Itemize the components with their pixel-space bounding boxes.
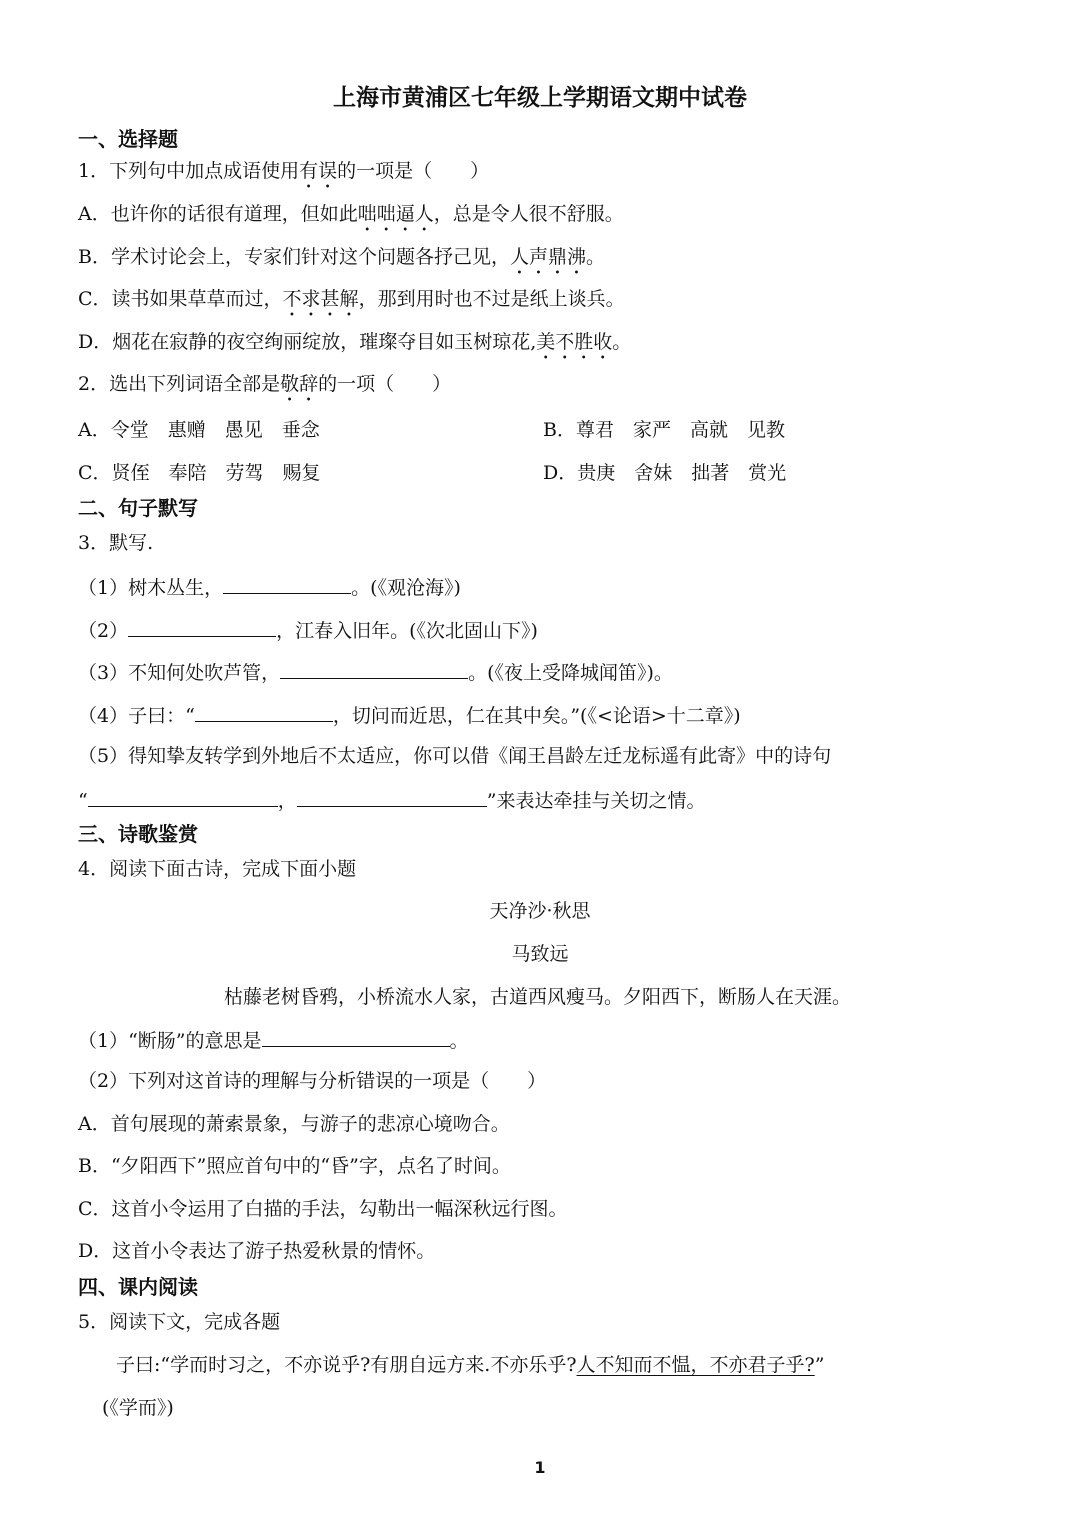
question-5-stem: 5．阅读下文，完成各题 <box>78 1311 281 1333</box>
q1-d-idiom: 美不胜收 <box>536 331 613 353</box>
q4-option-c: C．这首小令运用了白描的手法，勾勒出一幅深秋远行图。 <box>78 1198 568 1220</box>
page-number: 1 <box>534 1458 546 1477</box>
poem-body: 枯藤老树昏鸦，小桥流水人家，古道西风瘦马。夕阳西下，断肠人在天涯。 <box>224 986 852 1008</box>
q3-4-post: ，切问而近思，仁在其中矣。”(《<论语>十二章》) <box>332 705 741 727</box>
q2-option-b: B．尊君 家严 高就 见教 <box>543 419 785 441</box>
q1-stem-part-b: 的一项是（ ） <box>337 160 490 182</box>
question-2-stem <box>78 371 451 406</box>
q1-a-idiom: 咄咄逼人 <box>357 203 434 225</box>
q4-option-a: A．首句展现的萧索景象，与游子的悲凉心境吻合。 <box>78 1113 510 1135</box>
q3-item-3 <box>78 658 673 686</box>
q3-4-pre: （4）子曰：“ <box>78 705 195 727</box>
q3-3-post: 。(《夜上受降城闻笛》)。 <box>468 662 673 684</box>
passage-source: (《学而》) <box>102 1397 174 1419</box>
q1-d-post: 。 <box>612 331 632 353</box>
answer-blank[interactable] <box>297 786 487 807</box>
q2-stem-part-a: 2．选出下列词语全部是 <box>78 373 281 395</box>
q1-option-d <box>78 329 631 364</box>
q3-item-5-line-2 <box>78 786 705 814</box>
answer-blank[interactable] <box>223 573 351 594</box>
q3-1-pre: （1）树木丛生， <box>78 577 224 599</box>
q3-2-post: ，江春入旧年。(《次北固山下》) <box>276 620 538 642</box>
answer-blank[interactable] <box>195 701 333 722</box>
answer-blank[interactable] <box>88 786 278 807</box>
q1-option-c <box>78 286 625 321</box>
question-4-stem: 4．阅读下面古诗，完成下面小题 <box>78 858 357 880</box>
q4-sub-2: （2）下列对这首诗的理解与分析错误的一项是（ ） <box>78 1070 547 1092</box>
q4-sub-1 <box>78 1026 469 1054</box>
q1-b-post: 。 <box>585 246 605 268</box>
question-3-stem: 3．默写. <box>78 532 154 554</box>
section-heading-reading: 四、课内阅读 <box>78 1275 198 1299</box>
q1-option-a <box>78 201 624 236</box>
q1-option-b <box>78 244 605 279</box>
q1-c-idiom: 不求甚解 <box>282 288 359 310</box>
q1-a-post: ，总是令人很不舒服。 <box>433 203 624 225</box>
q2-option-a: A．令堂 惠赠 愚见 垂念 <box>78 419 320 441</box>
q3-1-post: 。(《观沧海》) <box>351 577 461 599</box>
question-1-stem <box>78 158 489 193</box>
q2-option-c: C．贤侄 奉陪 劳驾 赐复 <box>78 462 321 484</box>
q3-2-pre: （2） <box>78 620 129 642</box>
poem-author: 马致远 <box>511 943 569 965</box>
q1-b-pre: B．学术讨论会上，专家们针对这个问题各抒己见， <box>78 246 510 268</box>
q2-option-d: D．贵庚 舍妹 拙著 赏光 <box>543 462 787 484</box>
q2-stem-emphasis: 敬辞 <box>280 373 319 395</box>
answer-blank[interactable] <box>262 1026 450 1047</box>
q4-option-d: D．这首小令表达了游子热爱秋景的情怀。 <box>78 1240 436 1262</box>
q3-3-pre: （3）不知何处吹芦管， <box>78 662 281 684</box>
q4-1-post: 。 <box>449 1030 469 1052</box>
q3-item-4 <box>78 701 741 729</box>
q1-c-post: ，那到用时也不过是纸上谈兵。 <box>358 288 625 310</box>
section-heading-choice: 一、选择题 <box>78 127 178 151</box>
poem-title: 天净沙·秋思 <box>489 900 591 922</box>
q1-stem-part-a: 1．下列句中加点成语使用 <box>78 160 300 182</box>
answer-blank[interactable] <box>280 658 468 679</box>
q3-item-1 <box>78 573 461 601</box>
q1-d-pre: D．烟花在寂静的夜空绚丽绽放，璀璨夺目如玉树琼花, <box>78 331 537 353</box>
q4-1-pre: （1）“断肠”的意思是 <box>78 1030 262 1052</box>
reading-passage <box>116 1352 824 1378</box>
passage-part-b: ” <box>814 1354 825 1376</box>
q1-stem-emphasis: 有误 <box>299 160 338 182</box>
passage-underlined: 人不知而不愠，不亦君子乎? <box>576 1354 815 1376</box>
answer-blank[interactable] <box>128 616 276 637</box>
q3-item-2 <box>78 616 538 644</box>
q4-option-b: B．“夕阳西下”照应首句中的“昏”字，点名了时间。 <box>78 1155 511 1177</box>
q1-a-pre: A．也许你的话很有道理，但如此 <box>78 203 358 225</box>
q1-c-pre: C．读书如果草草而过， <box>78 288 283 310</box>
q3-5-pre: “ <box>78 790 88 812</box>
q1-b-idiom: 人声鼎沸 <box>509 246 586 268</box>
passage-part-a: 子曰:“学而时习之，不亦说乎?有朋自远方来.不亦乐乎? <box>116 1354 577 1376</box>
section-heading-dictation: 二、句子默写 <box>78 496 198 520</box>
page-title: 上海市黄浦区七年级上学期语文期中试卷 <box>333 85 747 111</box>
q2-stem-part-b: 的一项（ ） <box>318 373 452 395</box>
q3-5-post: ”来表达牵挂与关切之情。 <box>486 790 706 812</box>
section-heading-poetry: 三、诗歌鉴赏 <box>78 822 198 846</box>
q3-item-5-line-1: （5）得知挚友转学到外地后不太适应，你可以借《闻王昌龄左迁龙标遥有此寄》中的诗句 <box>78 745 832 767</box>
q3-5-mid: ， <box>277 790 297 812</box>
